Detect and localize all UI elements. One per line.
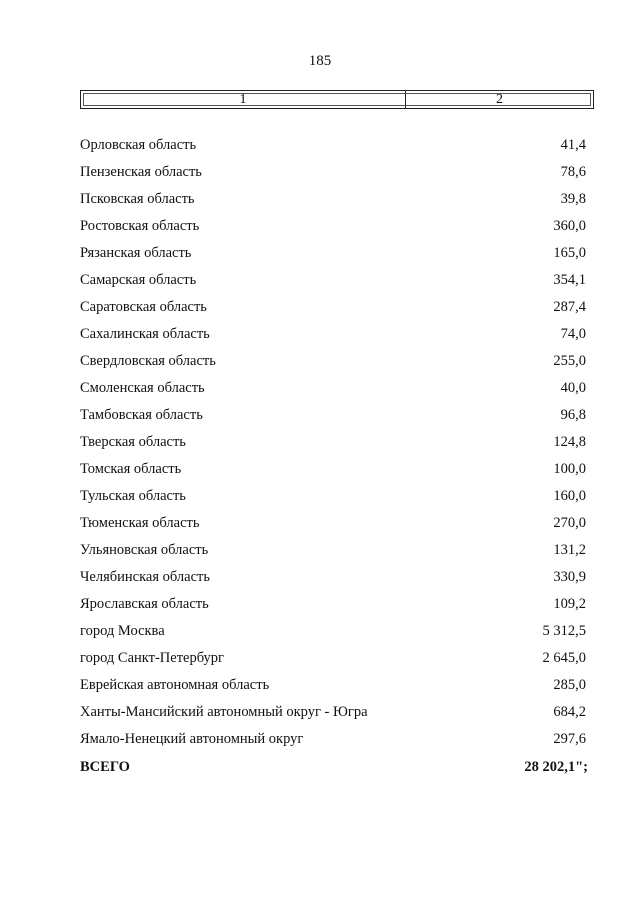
table-row <box>80 267 586 294</box>
region-name: Еврейская автономная область <box>80 677 270 693</box>
region-value: 40,0 <box>560 380 586 396</box>
table-row <box>80 186 586 213</box>
region-name: Челябинская область <box>80 569 210 585</box>
page-number: 185 <box>308 53 332 69</box>
region-value: 160,0 <box>553 488 586 504</box>
column-header-1: 1 <box>81 91 406 108</box>
region-name: Ярославская область <box>80 596 209 612</box>
region-value: 41,4 <box>560 137 586 153</box>
region-name: Тамбовская область <box>80 407 203 423</box>
region-name: город Санкт-Петербург <box>80 650 225 666</box>
table-row <box>80 456 586 483</box>
region-name: Тверская область <box>80 434 186 450</box>
region-value: 74,0 <box>560 326 586 342</box>
table-row <box>80 699 586 726</box>
table-row <box>80 510 586 537</box>
region-name: Самарская область <box>80 272 197 288</box>
region-value: 287,4 <box>553 299 586 315</box>
table-row <box>80 645 586 672</box>
region-name: Рязанская область <box>80 245 192 261</box>
region-name: Смоленская область <box>80 380 205 396</box>
region-name: Ханты-Мансийский автономный округ - Югра <box>80 704 368 720</box>
region-name: Тульская область <box>80 488 186 504</box>
region-value: 165,0 <box>553 245 586 261</box>
table-row <box>80 429 586 456</box>
region-value: 354,1 <box>553 272 586 288</box>
total-row <box>80 754 588 781</box>
table-row <box>80 132 586 159</box>
table-row <box>80 483 586 510</box>
region-value: 270,0 <box>553 515 586 531</box>
region-name: Ямало-Ненецкий автономный округ <box>80 731 304 747</box>
table-column-header <box>80 90 594 109</box>
region-value: 285,0 <box>553 677 586 693</box>
region-name: Тюменская область <box>80 515 200 531</box>
region-value: 5 312,5 <box>542 623 586 639</box>
region-name: Свердловская область <box>80 353 216 369</box>
table-row <box>80 537 586 564</box>
region-value: 131,2 <box>553 542 586 558</box>
table-row <box>80 672 586 699</box>
region-name: Саратовская область <box>80 299 207 315</box>
table-row <box>80 564 586 591</box>
region-value: 255,0 <box>553 353 586 369</box>
region-value: 109,2 <box>553 596 586 612</box>
region-value: 330,9 <box>553 569 586 585</box>
table-row <box>80 591 586 618</box>
table-row <box>80 294 586 321</box>
region-name: Ростовская область <box>80 218 200 234</box>
region-value: 96,8 <box>560 407 586 423</box>
total-label: ВСЕГО <box>80 759 130 775</box>
region-value: 297,6 <box>553 731 586 747</box>
region-name: Орловская область <box>80 137 197 153</box>
region-value: 360,0 <box>553 218 586 234</box>
region-value: 100,0 <box>553 461 586 477</box>
region-value: 684,2 <box>553 704 586 720</box>
table-row <box>80 375 586 402</box>
region-name: Ульяновская область <box>80 542 209 558</box>
table-row <box>80 726 586 753</box>
region-name: Пензенская область <box>80 164 202 180</box>
total-value: 28 202,1"; <box>524 759 588 775</box>
region-list <box>80 132 586 753</box>
region-value: 124,8 <box>553 434 586 450</box>
table-row <box>80 159 586 186</box>
region-name: Сахалинская область <box>80 326 210 342</box>
region-value: 39,8 <box>560 191 586 207</box>
table-row <box>80 348 586 375</box>
region-name: Томская область <box>80 461 182 477</box>
region-value: 78,6 <box>560 164 586 180</box>
region-name: город Москва <box>80 623 165 639</box>
table-row <box>80 213 586 240</box>
table-row <box>80 240 586 267</box>
table-row <box>80 402 586 429</box>
table-row <box>80 618 586 645</box>
column-header-2: 2 <box>496 92 503 107</box>
region-name: Псковская область <box>80 191 195 207</box>
table-row <box>80 321 586 348</box>
region-value: 2 645,0 <box>542 650 586 666</box>
